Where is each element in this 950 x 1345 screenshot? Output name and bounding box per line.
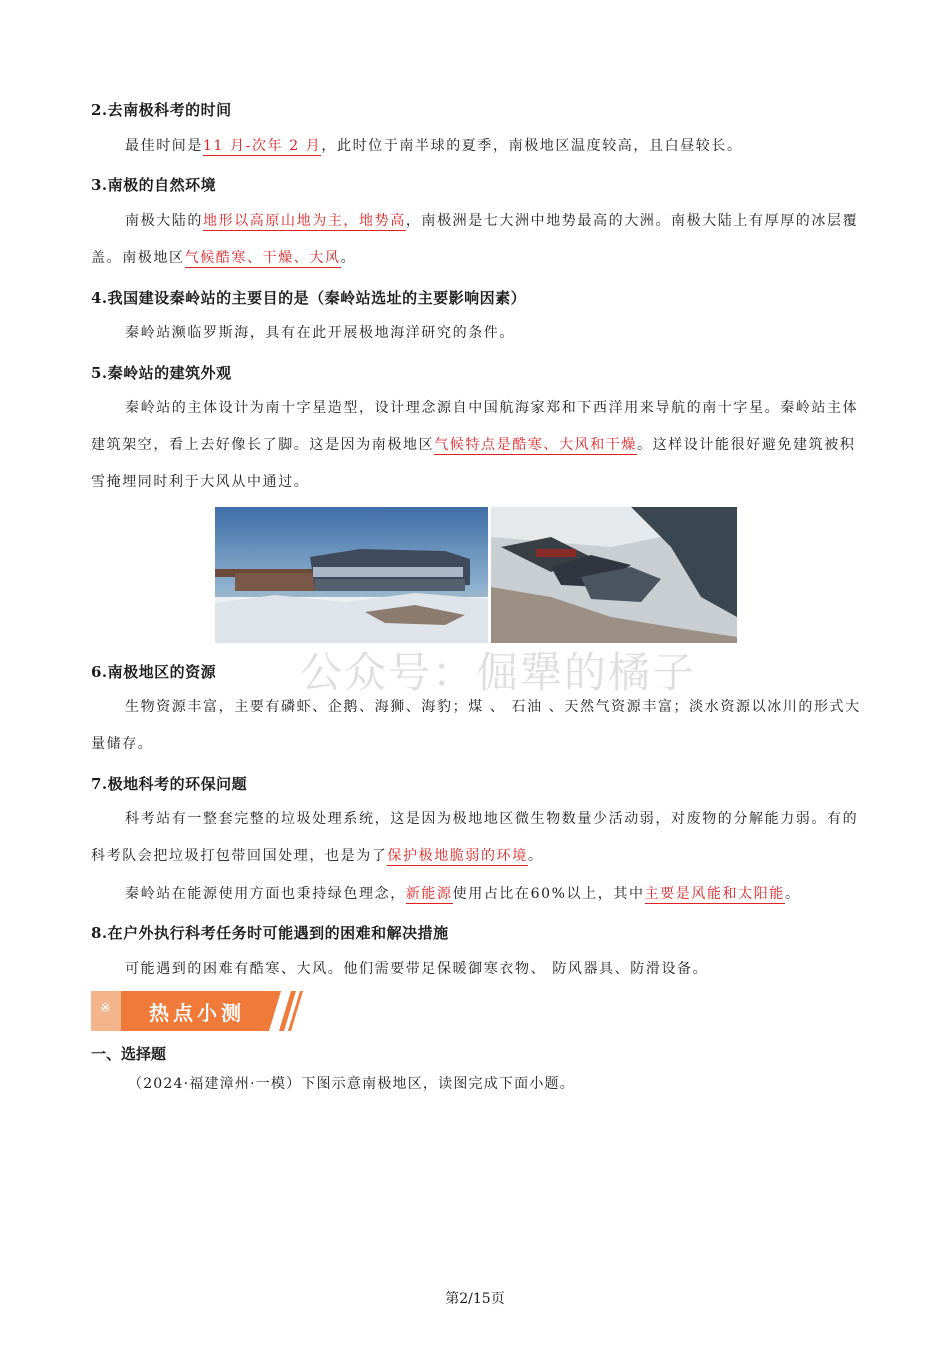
section8-heading: 8.在户外执行科考任务时可能遇到的困难和解决措施 — [91, 924, 449, 942]
section8-paragraph: 可能遇到的困难有酷寒、大风。他们需要带足保暖御寒衣物、 防风器具、防滑设备。 — [125, 961, 709, 977]
text: ，此时位于南半球的夏季，南极地区温度较高，且白昼较长。 — [321, 138, 743, 154]
section4-heading: 4.我国建设秦岭站的主要目的是（秦岭站选址的主要影响因素） — [91, 289, 527, 307]
text: 最佳时间是 — [125, 138, 203, 154]
hot-quiz-banner — [91, 991, 303, 1031]
section4-paragraph: 秦岭站濒临罗斯海，具有在此开展极地海洋研究的条件。 — [125, 325, 515, 341]
text: 。 — [784, 886, 801, 902]
section2-paragraph — [91, 128, 861, 165]
asterisk-icon: ※ — [100, 1001, 111, 1016]
banner-label: 热点小测 — [149, 1001, 245, 1025]
highlight-text: 保护极地脆弱的环境 — [387, 848, 528, 864]
text: 使用占比在60%以上，其中 — [452, 886, 645, 902]
quiz-section-title: 一、选择题 — [91, 1045, 167, 1063]
highlight-text: 主要是风能和太阳能 — [644, 886, 785, 902]
highlight-text: 11 月-次年 2 月 — [203, 138, 322, 154]
section3-heading: 3.南极的自然环境 — [91, 176, 217, 194]
section2-heading: 2.去南极科考的时间 — [91, 101, 232, 119]
section3-paragraph — [91, 203, 861, 277]
text: 。这样设计能很好避免建筑被积雪掩埋同时利于大风从中通过。 — [91, 437, 856, 490]
station-photos — [215, 507, 737, 643]
text: 秦岭站的主体设计为南十字星造型，设计理念源自中国航海家郑和下西洋用来导航的南十字星。秦岭站主体建筑架空，看上去好像长了脚。这是因为南极地区 — [91, 400, 859, 453]
text: 。 — [340, 250, 357, 266]
quiz-question: （2024·福建漳州·一模）下图示意南极地区，读图完成下面小题。 — [128, 1076, 575, 1092]
highlight-text: 气候酷寒、干燥、大风 — [184, 250, 341, 266]
text: 科考站有一整套完整的垃圾处理系统，这是因为极地地区微生物数量少活动弱，对废物的分解能力弱。有的科考队会把垃圾打包带回国处理，也是为了 — [91, 811, 859, 864]
text: 。 — [527, 848, 544, 864]
watermark-text: 公众号：倔犟的橘子 — [300, 648, 697, 697]
highlight-text: 新能源 — [405, 886, 453, 902]
station-photo-front — [215, 507, 488, 643]
section6-paragraph: 生物资源丰富，主要有磷虾、企鹅、海狮、海豹；煤 、 石油 、天然气资源丰富；淡水资源以冰川的形式大量储存。 — [91, 699, 861, 752]
page-number: 第2/15页 — [445, 1291, 505, 1307]
text: ，南极洲是七大洲中地势最高的大洲。南极大陆上有厚厚的冰层覆盖。南极地区 — [91, 213, 859, 266]
section7-paragraph-1 — [91, 801, 861, 875]
highlight-text: 气候特点是酷寒、大风和干燥 — [434, 437, 638, 453]
section7-paragraph-2 — [91, 876, 861, 913]
text: 南极大陆的 — [125, 213, 203, 229]
section5-heading: 5.秦岭站的建筑外观 — [91, 364, 232, 382]
section5-paragraph — [91, 390, 861, 501]
station-photo-aerial — [491, 507, 737, 643]
section7-heading: 7.极地科考的环保问题 — [91, 775, 248, 793]
highlight-text: 地形以高原山地为主，地势高 — [203, 213, 406, 229]
section6-heading: 6.南极地区的资源 — [91, 663, 217, 681]
text: 秦岭站在能源使用方面也秉持绿色理念， — [125, 886, 406, 902]
